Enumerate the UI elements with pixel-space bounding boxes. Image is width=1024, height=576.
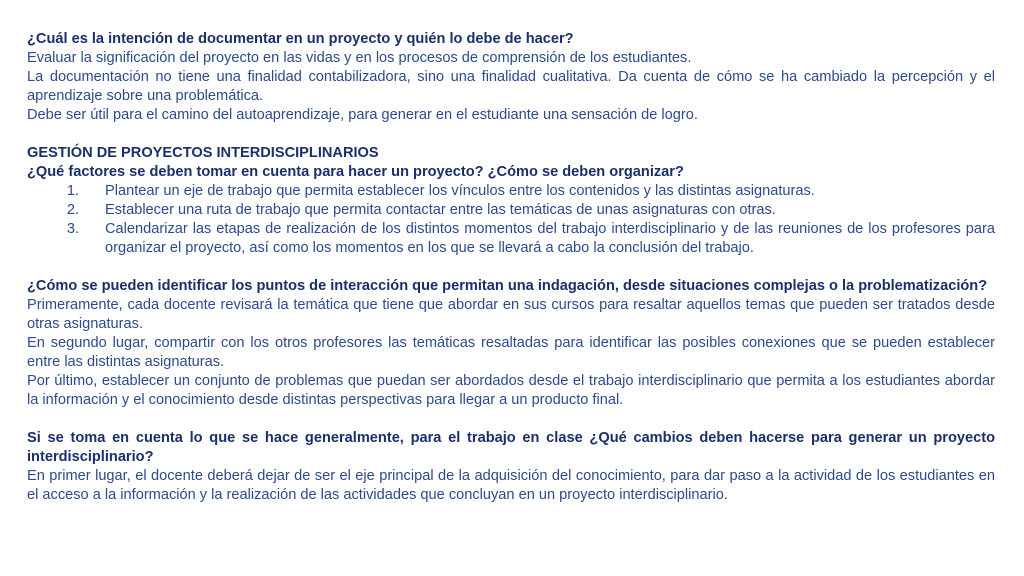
documentation-paragraph-2: La documentación no tiene una finalidad contabilizadora, sino una finalidad cualitativa. Da cuenta de cómo se ha cambiado la percepción y el aprendizaje sobre una problemática. (27, 69, 995, 104)
factors-list (27, 182, 995, 258)
interaction-question: ¿Cómo se pueden identificar los puntos de interacción que permitan una indagación, desde situaciones complejas o la problematización? (27, 278, 988, 294)
documentation-paragraph-1: Evaluar la significación del proyecto en las vidas y en los procesos de comprensión de los estudiantes. (27, 50, 692, 66)
list-item-text: Calendarizar las etapas de realización de los distintos momentos del trabajo interdisciplinario y de las reuniones de los profesores para organizar el proyecto, así como los momentos en los que se llevará a cabo la conclusión del trabajo. (105, 221, 995, 256)
list-item (27, 201, 995, 220)
documentation-paragraph-3: Debe ser útil para el camino del autoaprendizaje, para generar en el estudiante una sensación de logro. (27, 107, 698, 123)
spacer (27, 258, 995, 277)
list-item-number: 1. (66, 183, 79, 199)
changes-question: Si se toma en cuenta lo que se hace generalmente, para el trabajo en clase ¿Qué cambios deben hacerse para generar un proyecto interdisciplinario? (27, 430, 995, 465)
list-item-number: 2. (66, 202, 79, 218)
list-item (27, 220, 995, 258)
interaction-paragraph-3: Por último, establecer un conjunto de problemas que puedan ser abordados desde el trabajo interdisciplinario que permita a los estudiantes abordar la información y el conocimiento desde distintas perspectivas para llegar a un producto final. (27, 373, 995, 408)
interaction-paragraph-2: En segundo lugar, compartir con los otros profesores las temáticas resaltadas para identificar las posibles conexiones que se pueden establecer entre las distintas asignaturas. (27, 335, 995, 370)
list-item-text: Plantear un eje de trabajo que permita establecer los vínculos entre los contenidos y las distintas asignaturas. (105, 183, 815, 199)
documentation-question: ¿Cuál es la intención de documentar en un proyecto y quién lo debe de hacer? (27, 31, 574, 47)
list-item-number: 3. (66, 221, 79, 237)
list-item-text: Establecer una ruta de trabajo que permita contactar entre las temáticas de unas asignaturas con otras. (105, 202, 776, 218)
interaction-paragraph-1: Primeramente, cada docente revisará la temática que tiene que abordar en sus cursos para resaltar aquellos temas que pueden ser tratados desde otras asignaturas. (27, 297, 995, 332)
spacer (27, 410, 995, 429)
changes-paragraph-1: En primer lugar, el docente deberá dejar de ser el eje principal de la adquisición del conocimiento, para dar paso a la actividad de los estudiantes en el acceso a la información y la realización de las actividades que concluyan en un proyecto interdisciplinario. (27, 468, 995, 503)
list-item (27, 182, 995, 201)
section-title: GESTIÓN DE PROYECTOS INTERDISCIPLINARIOS (27, 145, 379, 161)
factors-question: ¿Qué factores se deben tomar en cuenta para hacer un proyecto? ¿Cómo se deben organizar? (27, 164, 684, 180)
slide-content (27, 30, 995, 505)
spacer (27, 125, 995, 144)
